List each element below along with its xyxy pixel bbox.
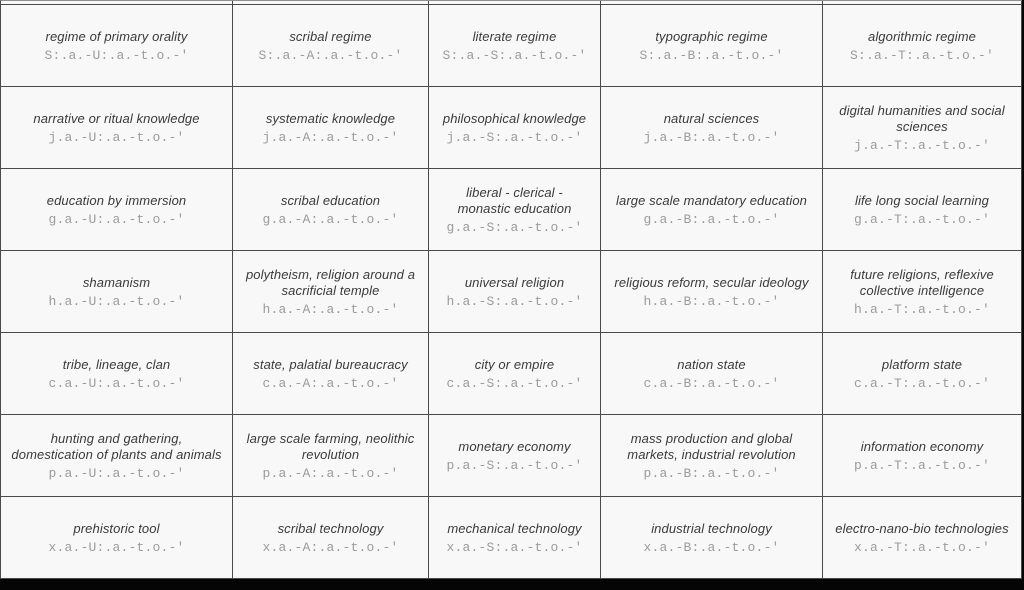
cell-title: systematic knowledge [265, 110, 396, 126]
table-cell [429, 333, 601, 415]
cell-title: prehistoric tool [73, 520, 160, 536]
table-cell [1, 169, 233, 251]
cell-title: hunting and gathering, domestication of plants and animals [11, 430, 222, 462]
table-cell [1, 333, 233, 415]
table-cell [1, 415, 233, 497]
cell-title: mechanical technology [447, 520, 582, 536]
cell-code: S:.a.-U:.a.-t.o.-' [44, 47, 189, 63]
table-cell [1, 251, 233, 333]
table-cell [429, 87, 601, 169]
cell-title: philosophical knowledge [442, 110, 587, 126]
cell-code: h.a.-S:.a.-t.o.-' [446, 293, 583, 309]
cell-code: p.a.-S:.a.-t.o.-' [446, 457, 583, 473]
table-cell [823, 87, 1022, 169]
table-cell [429, 5, 601, 87]
cell-code: c.a.-B:.a.-t.o.-' [643, 375, 780, 391]
cell-code: c.a.-U:.a.-t.o.-' [48, 375, 185, 391]
table-cell [233, 333, 429, 415]
cell-code: x.a.-B:.a.-t.o.-' [643, 539, 780, 555]
table-cell [601, 169, 823, 251]
cell-code: j.a.-S:.a.-t.o.-' [446, 129, 583, 145]
cell-title: universal religion [464, 274, 565, 290]
table-cell [823, 415, 1022, 497]
cell-code: h.a.-A:.a.-t.o.-' [262, 301, 399, 317]
cell-code: j.a.-A:.a.-t.o.-' [262, 129, 399, 145]
cell-code: j.a.-U:.a.-t.o.-' [48, 129, 185, 145]
cell-title: city or empire [474, 356, 555, 372]
table-cell [601, 87, 823, 169]
cell-code: g.a.-T:.a.-t.o.-' [853, 211, 991, 227]
cell-title: natural sciences [663, 110, 760, 126]
cell-code: g.a.-B:.a.-t.o.-' [643, 211, 780, 227]
table-cell [823, 251, 1022, 333]
cell-title: polytheism, religion around a sacrificial temple [245, 266, 416, 298]
table-cell [601, 251, 823, 333]
cell-code: h.a.-B:.a.-t.o.-' [643, 293, 780, 309]
cell-title: typographic regime [655, 28, 768, 44]
cell-title: digital humanities and social sciences [839, 102, 1005, 134]
cell-code: p.a.-A:.a.-t.o.-' [262, 465, 399, 481]
table-cell [823, 333, 1022, 415]
table-cell [823, 497, 1022, 579]
table-cell [601, 5, 823, 87]
table-cell [1, 87, 233, 169]
cell-code: S:.a.-S:.a.-t.o.-' [442, 47, 587, 63]
cell-title: tribe, lineage, clan [62, 356, 171, 372]
cell-title: mass production and global markets, industrial revolution [627, 430, 796, 462]
table-cell [601, 415, 823, 497]
cell-code: x.a.-U:.a.-t.o.-' [48, 539, 185, 555]
cell-title: algorithmic regime [867, 28, 976, 44]
cell-title: electro-nano-bio technologies [835, 520, 1009, 536]
cell-code: p.a.-U:.a.-t.o.-' [48, 465, 185, 481]
table-cell [233, 169, 429, 251]
cell-title: scribal technology [277, 520, 384, 536]
cell-title: scribal regime [289, 28, 372, 44]
cell-code: x.a.-T:.a.-t.o.-' [853, 539, 991, 555]
cell-title: large scale farming, neolithic revolution [246, 430, 415, 462]
table-cell [429, 169, 601, 251]
cell-code: x.a.-S:.a.-t.o.-' [446, 539, 583, 555]
table-cell [429, 497, 601, 579]
table-cell [823, 5, 1022, 87]
cell-code: c.a.-S:.a.-t.o.-' [446, 375, 583, 391]
cell-code: j.a.-T:.a.-t.o.-' [853, 137, 991, 153]
cell-title: industrial technology [651, 520, 772, 536]
table-cell [823, 169, 1022, 251]
cell-code: S:.a.-B:.a.-t.o.-' [639, 47, 784, 63]
table-cell [601, 333, 823, 415]
cell-code: S:.a.-A:.a.-t.o.-' [258, 47, 403, 63]
cell-code: p.a.-T:.a.-t.o.-' [853, 457, 991, 473]
cell-code: h.a.-U:.a.-t.o.-' [48, 293, 185, 309]
table-cell [233, 415, 429, 497]
table-cell [233, 5, 429, 87]
cell-title: life long social learning [854, 192, 990, 208]
cell-code: c.a.-T:.a.-t.o.-' [853, 375, 991, 391]
cell-code: p.a.-B:.a.-t.o.-' [643, 465, 780, 481]
table-cell [233, 497, 429, 579]
cell-title: religious reform, secular ideology [614, 274, 809, 290]
cell-code: g.a.-S:.a.-t.o.-' [446, 219, 583, 235]
cell-title: literate regime [472, 28, 557, 44]
cell-code: j.a.-B:.a.-t.o.-' [643, 129, 780, 145]
cell-code: S:.a.-T:.a.-t.o.-' [849, 47, 995, 63]
cell-title: large scale mandatory education [616, 192, 807, 208]
table-cell [233, 251, 429, 333]
table-cell [429, 251, 601, 333]
cell-title: shamanism [82, 274, 151, 290]
table-cell [1, 5, 233, 87]
cell-title: state, palatial bureaucracy [253, 356, 408, 372]
cell-title: education by immersion [46, 192, 187, 208]
cell-title: liberal - clerical - monastic education [457, 184, 572, 216]
table-cell [601, 497, 823, 579]
cell-code: g.a.-U:.a.-t.o.-' [48, 211, 185, 227]
cell-code: c.a.-A:.a.-t.o.-' [262, 375, 399, 391]
cell-title: platform state [881, 356, 963, 372]
cell-title: information economy [860, 438, 984, 454]
cell-title: nation state [677, 356, 746, 372]
cell-title: future religions, reflexive collective intelligence [850, 266, 994, 298]
cell-title: regime of primary orality [45, 28, 188, 44]
cell-title: narrative or ritual knowledge [33, 110, 200, 126]
cell-title: scribal education [280, 192, 381, 208]
table-cell [1, 497, 233, 579]
table-cell [233, 87, 429, 169]
cell-code: h.a.-T:.a.-t.o.-' [853, 301, 991, 317]
cell-title: monetary economy [458, 438, 571, 454]
table-cell [429, 415, 601, 497]
cell-code: x.a.-A:.a.-t.o.-' [262, 539, 399, 555]
cell-code: g.a.-A:.a.-t.o.-' [262, 211, 399, 227]
